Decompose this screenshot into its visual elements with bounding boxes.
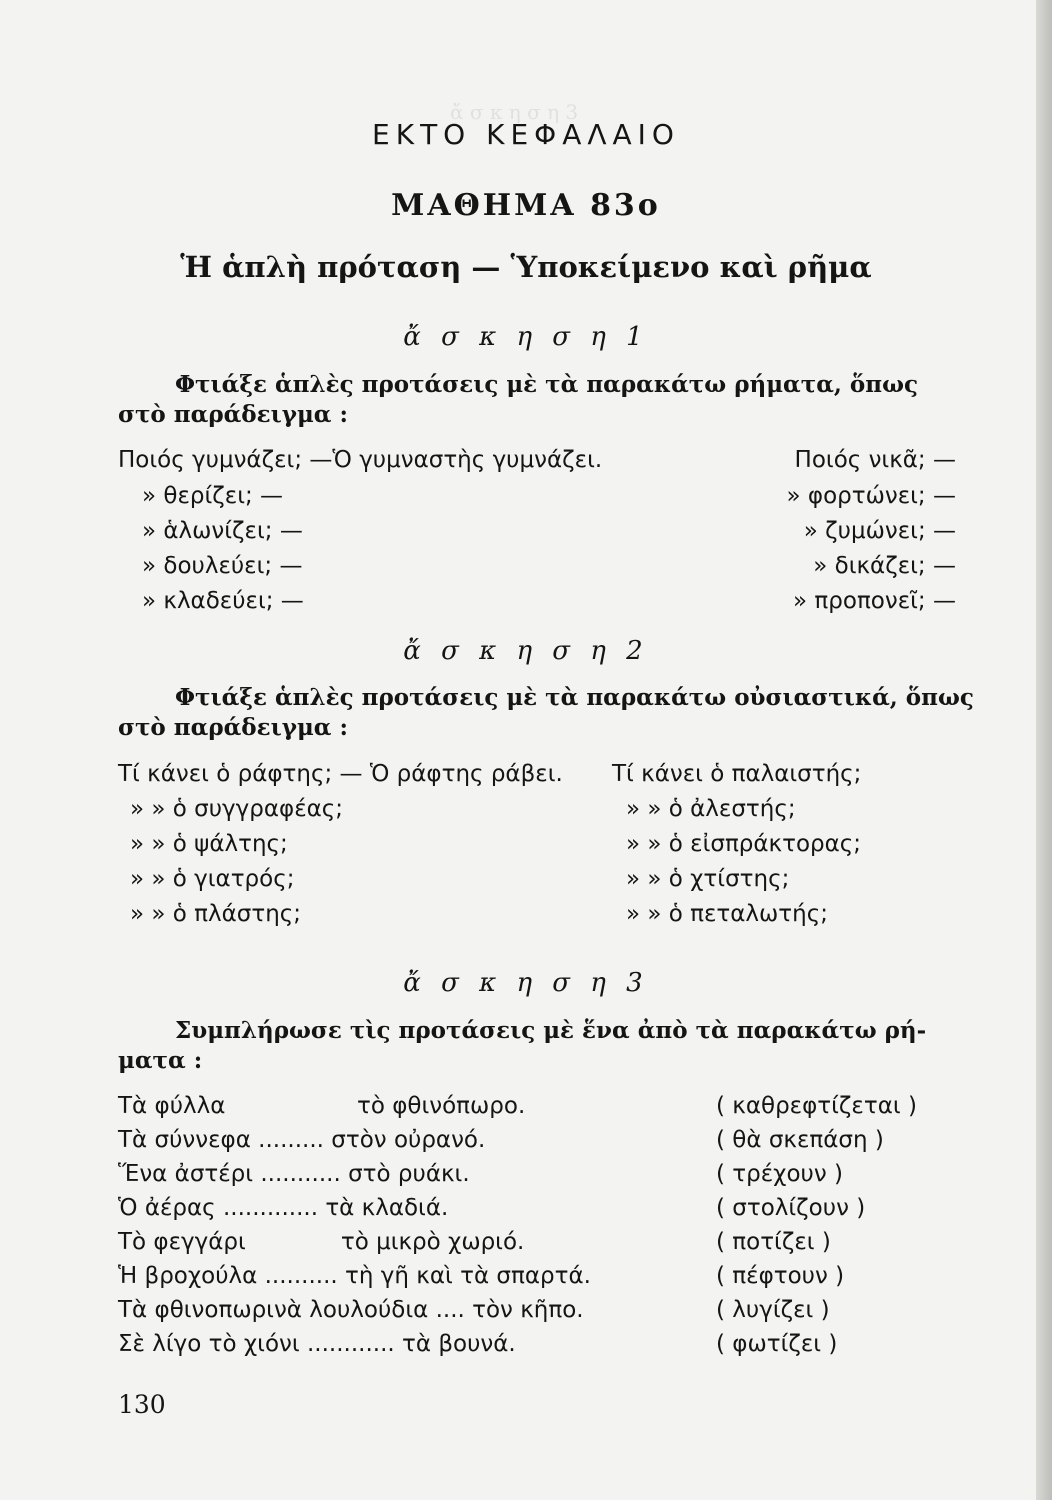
ex3-sentence: Τὰ σύννεφα ......... στὸν οὐρανό. (118, 1127, 486, 1153)
exercise-1-instruction-cont: στὸ παράδειγμα : (118, 401, 348, 428)
ex2-left-line: Τί κάνει ὁ ράφτης; — Ὁ ράφτης ράβει. (118, 761, 563, 787)
ex1-left-line: » ἁλωνίζει; — (142, 518, 303, 544)
chapter-heading: ΕΚΤΟ ΚΕΦΑΛΑΙΟ (372, 118, 680, 151)
ex3-verb-option: ( λυγίζει ) (716, 1297, 830, 1323)
book-spine-edge (1036, 0, 1052, 1500)
page-number: 130 (118, 1390, 166, 1419)
exercise-2-instruction: Φτιάξε ἁπλὲς προτάσεις μὲ τὰ παρακάτω οὐσιαστικά, ὅπως (175, 684, 974, 711)
ex3-sentence: Ὁ ἀέρας ............. τὰ κλαδιά. (118, 1195, 449, 1221)
ex3-verb-option: ( στολίζουν ) (716, 1195, 866, 1221)
lesson-heading: ΜΑΘΗΜΑ 83ο (391, 188, 661, 223)
ex2-left-line: » » ὁ συγγραφέας; (130, 796, 344, 822)
ex3-sentence: Ἕνα ἀστέρι ........... στὸ ρυάκι. (118, 1161, 470, 1187)
exercise-3-instruction: Συμπλήρωσε τὶς προτάσεις μὲ ἕνα ἀπὸ τὰ παρακάτω ρή- (175, 1017, 927, 1044)
ex2-right-line: » » ὁ πεταλωτής; (626, 901, 828, 927)
ex2-left-line: » » ὁ γιατρός; (130, 866, 295, 892)
bleed-through-text: ἄ σ κ η σ η 3 (450, 100, 579, 124)
ex3-verb-option: ( πέφτουν ) (716, 1263, 845, 1289)
ex3-verb-option: ( φωτίζει ) (716, 1331, 838, 1357)
ex1-left-line: » κλαδεύει; — (142, 588, 304, 614)
lesson-title: Ἡ ἁπλὴ πρόταση — Ὑποκείμενο καὶ ρῆμα (180, 250, 872, 284)
ex2-left-line: » » ὁ πλάστης; (130, 901, 302, 927)
exercise-2-instruction-cont: στὸ παράδειγμα : (118, 714, 348, 741)
ex3-sentence: Ἡ βροχούλα .......... τὴ γῆ καὶ τὰ σπαρτά. (118, 1263, 591, 1289)
ex1-right-line: » ζυμώνει; — (803, 518, 956, 544)
exercise-1-heading: ἄ σ κ η σ η 1 (403, 322, 649, 352)
exercise-1-instruction: Φτιάξε ἁπλὲς προτάσεις μὲ τὰ παρακάτω ρήματα, ὅπως (175, 371, 919, 398)
ex2-right-line: » » ὁ χτίστης; (626, 866, 790, 892)
ex2-right-line: » » ὁ ἀλεστής; (626, 796, 796, 822)
exercise-2-heading: ἄ σ κ η σ η 2 (403, 636, 649, 666)
ex3-sentence: Τὸ φεγγάρι τὸ μικρὸ χωριό. (118, 1229, 525, 1255)
ex1-right-line: » προπονεῖ; — (793, 588, 956, 614)
ex1-right-line: » φορτώνει; — (786, 483, 956, 509)
ex3-verb-option: ( θὰ σκεπάση ) (716, 1127, 884, 1153)
exercise-3-instruction-cont: ματα : (118, 1047, 203, 1074)
ex3-verb-option: ( τρέχουν ) (716, 1161, 843, 1187)
ex3-sentence: Σὲ λίγο τὸ χιόνι ............ τὰ βουνά. (118, 1331, 516, 1357)
exercise-3-heading: ἄ σ κ η σ η 3 (403, 968, 649, 998)
ex1-left-line: » θερίζει; — (142, 483, 284, 509)
ex1-right-line: » δικάζει; — (813, 553, 956, 579)
ex1-right-line: Ποιός νικᾶ; — (794, 447, 956, 473)
ex3-sentence: Τὰ φθινοπωρινὰ λουλούδια .... τὸν κῆπο. (118, 1297, 584, 1323)
ex3-verb-option: ( καθρεφτίζεται ) (716, 1093, 917, 1119)
ex3-sentence: Τὰ φύλλα τὸ φθινόπωρο. (118, 1093, 526, 1119)
ex1-left-line: Ποιός γυμνάζει; —Ὁ γυμναστὴς γυμνάζει. (118, 447, 603, 473)
ex2-right-line: » » ὁ εἰσπράκτορας; (626, 831, 862, 857)
ex1-left-line: » δουλεύει; — (142, 553, 303, 579)
ex3-verb-option: ( ποτίζει ) (716, 1229, 831, 1255)
ex2-left-line: » » ὁ ψάλτης; (130, 831, 288, 857)
ex2-right-line: Τί κάνει ὁ παλαιστής; (612, 761, 862, 787)
